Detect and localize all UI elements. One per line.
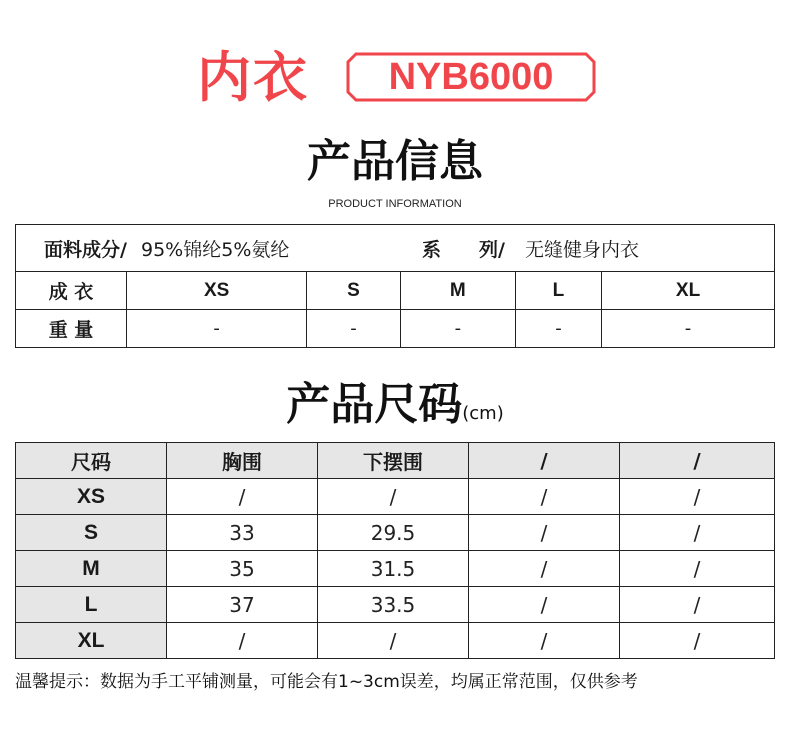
header-chest: 胸围	[167, 443, 318, 479]
table-row	[16, 587, 775, 623]
row-blank-1: /	[469, 479, 620, 515]
fabric-series-row	[16, 225, 775, 272]
row-size: S	[16, 515, 167, 551]
weight-m: -	[400, 310, 515, 348]
row-chest: /	[167, 479, 318, 515]
fabric-label: 面料成分/	[44, 238, 127, 261]
size-xs: XS	[127, 272, 307, 310]
row-blank-2: /	[620, 623, 775, 659]
row-blank-2: /	[620, 479, 775, 515]
size-l: L	[515, 272, 601, 310]
row-size: XL	[16, 623, 167, 659]
measurement-note: 温馨提示：数据为手工平铺测量，可能会有1~3cm误差，均属正常范围，仅供参考	[15, 672, 638, 692]
row-blank-1: /	[469, 515, 620, 551]
header-blank-1: /	[469, 443, 620, 479]
size-xl: XL	[602, 272, 775, 310]
size-chart-unit: (cm)	[462, 403, 504, 424]
row-blank-2: /	[620, 551, 775, 587]
weight-xs: -	[127, 310, 307, 348]
series-label: 系 列/	[422, 238, 505, 261]
row-hem: /	[318, 479, 469, 515]
table-row	[16, 515, 775, 551]
weight-l: -	[515, 310, 601, 348]
fabric-value: 95%锦纶5%氨纶	[141, 238, 290, 261]
row-size: XS	[16, 479, 167, 515]
size-chart-title-block	[0, 378, 790, 432]
weight-xl: -	[602, 310, 775, 348]
row-chest: /	[167, 623, 318, 659]
size-chart-table	[15, 442, 775, 659]
header-size: 尺码	[16, 443, 167, 479]
product-info-table	[15, 224, 775, 348]
product-info-subtitle: PRODUCT INFORMATION	[328, 198, 462, 210]
product-category-title: 内衣	[197, 46, 309, 109]
size-chart-header-row	[16, 443, 775, 479]
table-row	[16, 479, 775, 515]
size-s: S	[307, 272, 401, 310]
product-info-title: 产品信息	[307, 136, 483, 187]
weight-s: -	[307, 310, 401, 348]
series-info	[422, 239, 639, 261]
row-chest: 37	[167, 587, 318, 623]
garment-label: 成 衣	[16, 272, 127, 310]
row-chest: 33	[167, 515, 318, 551]
product-code-badge	[346, 52, 596, 102]
row-size: L	[16, 587, 167, 623]
row-size: M	[16, 551, 167, 587]
table-row	[16, 623, 775, 659]
row-blank-2: /	[620, 587, 775, 623]
garment-size-row	[16, 272, 775, 310]
row-hem: 33.5	[318, 587, 469, 623]
row-blank-1: /	[469, 623, 620, 659]
weight-row	[16, 310, 775, 348]
weight-label: 重 量	[16, 310, 127, 348]
series-value: 无缝健身内衣	[525, 238, 640, 261]
size-chart-title: 产品尺码	[286, 379, 463, 430]
table-row	[16, 551, 775, 587]
header	[0, 40, 790, 112]
row-chest: 35	[167, 551, 318, 587]
row-hem: /	[318, 623, 469, 659]
row-hem: 29.5	[318, 515, 469, 551]
row-hem: 31.5	[318, 551, 469, 587]
fabric-series-cell	[16, 225, 775, 272]
row-blank-1: /	[469, 587, 620, 623]
row-blank-2: /	[620, 515, 775, 551]
header-hem: 下摆围	[318, 443, 469, 479]
row-blank-1: /	[469, 551, 620, 587]
fabric-info	[16, 235, 416, 262]
header-blank-2: /	[620, 443, 775, 479]
size-m: M	[400, 272, 515, 310]
product-code: NYB6000	[388, 56, 554, 98]
